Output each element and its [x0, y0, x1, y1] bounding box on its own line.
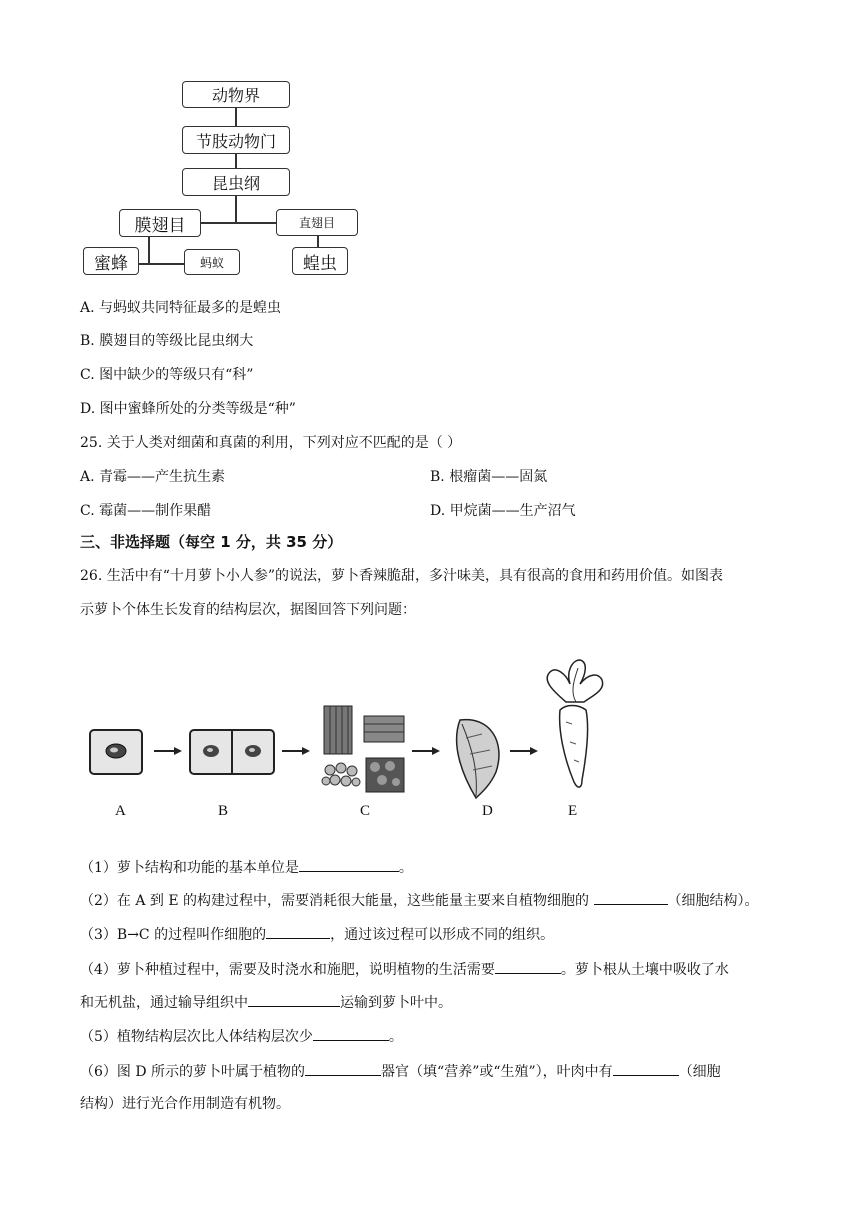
answer-blank[interactable]	[613, 1060, 679, 1076]
q25-option-a: A. 青霉——产生抗生素	[80, 469, 226, 485]
figure-label-a: A	[115, 803, 126, 819]
node-order-orthoptera: 直翅目	[276, 209, 358, 236]
q25-option-d: D. 甲烷菌——生产沼气	[430, 503, 576, 519]
answer-blank[interactable]	[248, 991, 340, 1007]
connector	[138, 263, 184, 265]
cell-b-image	[190, 730, 274, 774]
q26-sub2: （2）在 A 到 E 的构建过程中，需要消耗很大能量，这些能量主要来自植物细胞的 （细胞结构）。	[80, 889, 759, 911]
connector	[200, 222, 276, 224]
node-order-hymenoptera: 膜翅目	[119, 209, 201, 237]
node-locust: 蝗虫	[292, 247, 348, 275]
cell-a-image	[90, 730, 142, 774]
q26-sub3: （3）B→C 的过程叫作细胞的 ，通过该过程可以形成不同的组织。	[80, 923, 554, 945]
answer-blank[interactable]	[313, 1025, 389, 1041]
q26-sub5: （5）植物结构层次比人体结构层次少 。	[80, 1025, 403, 1047]
connector	[148, 237, 150, 264]
arrow-icon	[412, 747, 440, 755]
figure-label-e: E	[568, 803, 578, 819]
arrow-icon	[154, 747, 182, 755]
q26-sub6: （6）图 D 所示的萝卜叶属于植物的 器官（填“营养”或“生殖”），叶肉中有 （细胞	[80, 1060, 721, 1082]
q25-stem: 25. 关于人类对细菌和真菌的利用，下列对应不匹配的是（ ）	[80, 435, 462, 451]
answer-blank[interactable]	[299, 856, 399, 872]
node-class: 昆虫纲	[182, 168, 290, 196]
radish-development-figure	[80, 650, 680, 830]
tissues-c-image	[322, 706, 404, 792]
q26-sub4-cont: 和无机盐，通过输导组织中 运输到萝卜叶中。	[80, 991, 452, 1013]
q26-stem-line2: 示萝卜个体生长发育的结构层次，据图回答下列问题：	[80, 602, 416, 618]
connector	[235, 108, 237, 126]
connector	[235, 196, 237, 223]
q24-option-d: D. 图中蜜蜂所处的分类等级是“种”	[80, 401, 296, 417]
arrow-icon	[282, 747, 310, 755]
node-ant: 蚂蚁	[184, 249, 240, 275]
answer-blank[interactable]	[594, 889, 668, 905]
arrow-icon	[510, 747, 538, 755]
answer-blank[interactable]	[305, 1060, 381, 1076]
q24-option-a: A. 与蚂蚁共同特征最多的是蝗虫	[80, 300, 282, 316]
connector	[235, 154, 237, 168]
q24-option-b: B. 膜翅目的等级比昆虫纲大	[80, 333, 254, 349]
figure-label-b: B	[218, 803, 229, 819]
radish-e-image	[547, 660, 603, 787]
node-phylum: 节肢动物门	[182, 126, 290, 154]
figure-label-c: C	[360, 803, 371, 819]
q26-sub4: （4）萝卜种植过程中，需要及时浇水和施肥，说明植物的生活需要 。萝卜根从土壤中吸收了水	[80, 958, 729, 980]
answer-blank[interactable]	[495, 958, 561, 974]
section-heading: 三、非选择题（每空 1 分，共 35 分）	[80, 533, 343, 551]
q25-option-b: B. 根瘤菌——固氮	[430, 469, 548, 485]
q26-sub6-cont: 结构）进行光合作用制造有机物。	[80, 1096, 290, 1112]
q24-option-c: C. 图中缺少的等级只有“科”	[80, 367, 254, 383]
leaf-d-image	[457, 720, 499, 798]
node-kingdom: 动物界	[182, 81, 290, 108]
q26-stem-line1: 26. 生活中有“十月萝卜小人参”的说法，萝卜香辣脆甜，多汁味美，具有很高的食用和药用价值。如图表	[80, 568, 724, 584]
q26-sub1: （1）萝卜结构和功能的基本单位是 。	[80, 856, 413, 878]
answer-blank[interactable]	[266, 923, 330, 939]
figure-label-d: D	[482, 803, 493, 819]
node-bee: 蜜蜂	[83, 247, 139, 275]
q25-option-c: C. 霉菌——制作果醋	[80, 503, 212, 519]
